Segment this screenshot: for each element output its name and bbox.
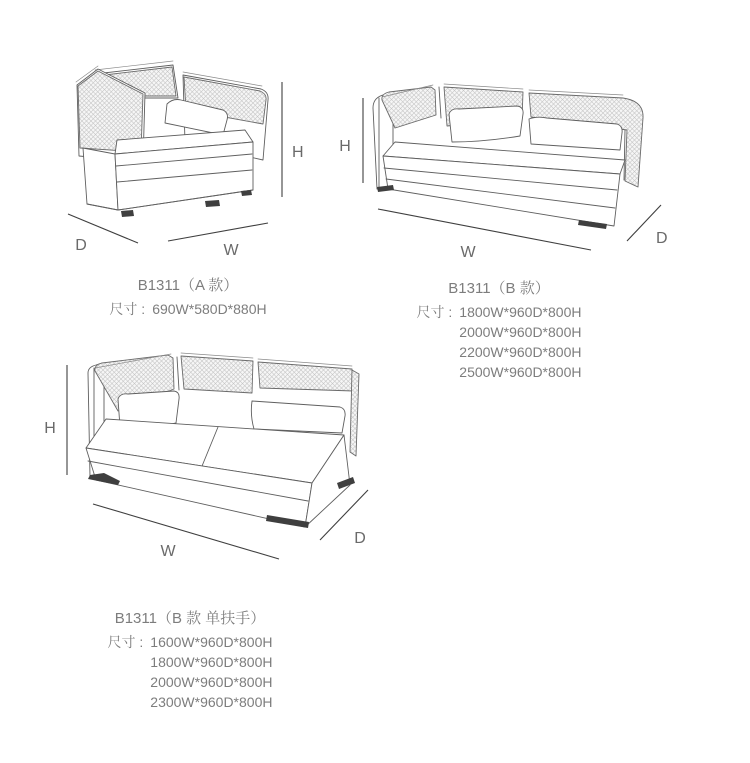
foot-left xyxy=(121,210,134,217)
right-arm-inner-line xyxy=(624,130,625,180)
depth-label: D xyxy=(354,530,366,547)
size-values xyxy=(459,302,581,382)
figure-c-spec xyxy=(40,632,340,712)
foot-right xyxy=(241,190,252,196)
single-arm-sofa-line-drawing xyxy=(22,343,387,573)
size-value: 2000W*960D*800H xyxy=(150,674,273,690)
pillow-left xyxy=(449,106,523,142)
panel-divider-1 xyxy=(439,87,441,118)
spec-block-a xyxy=(38,277,338,319)
sofa-sketch xyxy=(373,84,643,229)
size-value: 2300W*960D*800H xyxy=(150,694,273,710)
depth-label: D xyxy=(656,230,668,247)
size-value: 2200W*960D*800H xyxy=(459,344,582,360)
size-values xyxy=(152,299,266,319)
figure-b-spec xyxy=(349,302,649,382)
width-label: W xyxy=(223,242,239,259)
size-label: 尺寸 : xyxy=(107,634,144,650)
foot-front xyxy=(205,200,220,207)
depth-label: D xyxy=(75,237,87,254)
size-label: 尺寸 : xyxy=(416,304,453,320)
armchair-line-drawing xyxy=(55,40,315,265)
figure-sofa xyxy=(333,68,668,263)
figure-c-title: B1311（B 款 单扶手） xyxy=(114,610,266,627)
spec-block-c xyxy=(40,610,340,712)
size-value: 690W*580D*880H xyxy=(152,301,267,317)
figure-b-title: B1311（B 款） xyxy=(448,280,550,297)
height-label: H xyxy=(292,144,304,161)
size-value: 1800W*960D*800H xyxy=(459,304,582,320)
pillow-right xyxy=(251,401,345,433)
size-value: 2500W*960D*800H xyxy=(459,364,582,380)
figure-a-spec xyxy=(38,299,338,319)
back-panel-2-quilt xyxy=(181,356,253,393)
panel-divider-1 xyxy=(177,357,179,390)
width-dimension-line xyxy=(168,223,268,241)
width-label: W xyxy=(160,543,176,560)
spec-block-b xyxy=(349,280,649,382)
sofa-line-drawing xyxy=(333,68,668,263)
armchair-sketch xyxy=(76,61,268,217)
figure-armchair xyxy=(55,40,315,265)
size-value: 1800W*960D*800H xyxy=(150,654,273,670)
size-label: 尺寸 : xyxy=(109,301,146,317)
single-arm-sofa-sketch xyxy=(86,353,359,528)
base-left-side xyxy=(83,148,118,210)
figure-single-arm-sofa xyxy=(22,343,387,573)
size-values xyxy=(150,632,272,712)
back-panel-3-quilt xyxy=(258,362,354,391)
height-label: H xyxy=(44,420,56,437)
size-value: 1600W*960D*800H xyxy=(150,634,273,650)
figure-a-title: B1311（A 款） xyxy=(137,277,239,294)
width-label: W xyxy=(460,244,476,261)
height-label: H xyxy=(339,138,351,155)
size-value: 2000W*960D*800H xyxy=(459,324,582,340)
back-right-edge-quilt xyxy=(350,370,359,456)
